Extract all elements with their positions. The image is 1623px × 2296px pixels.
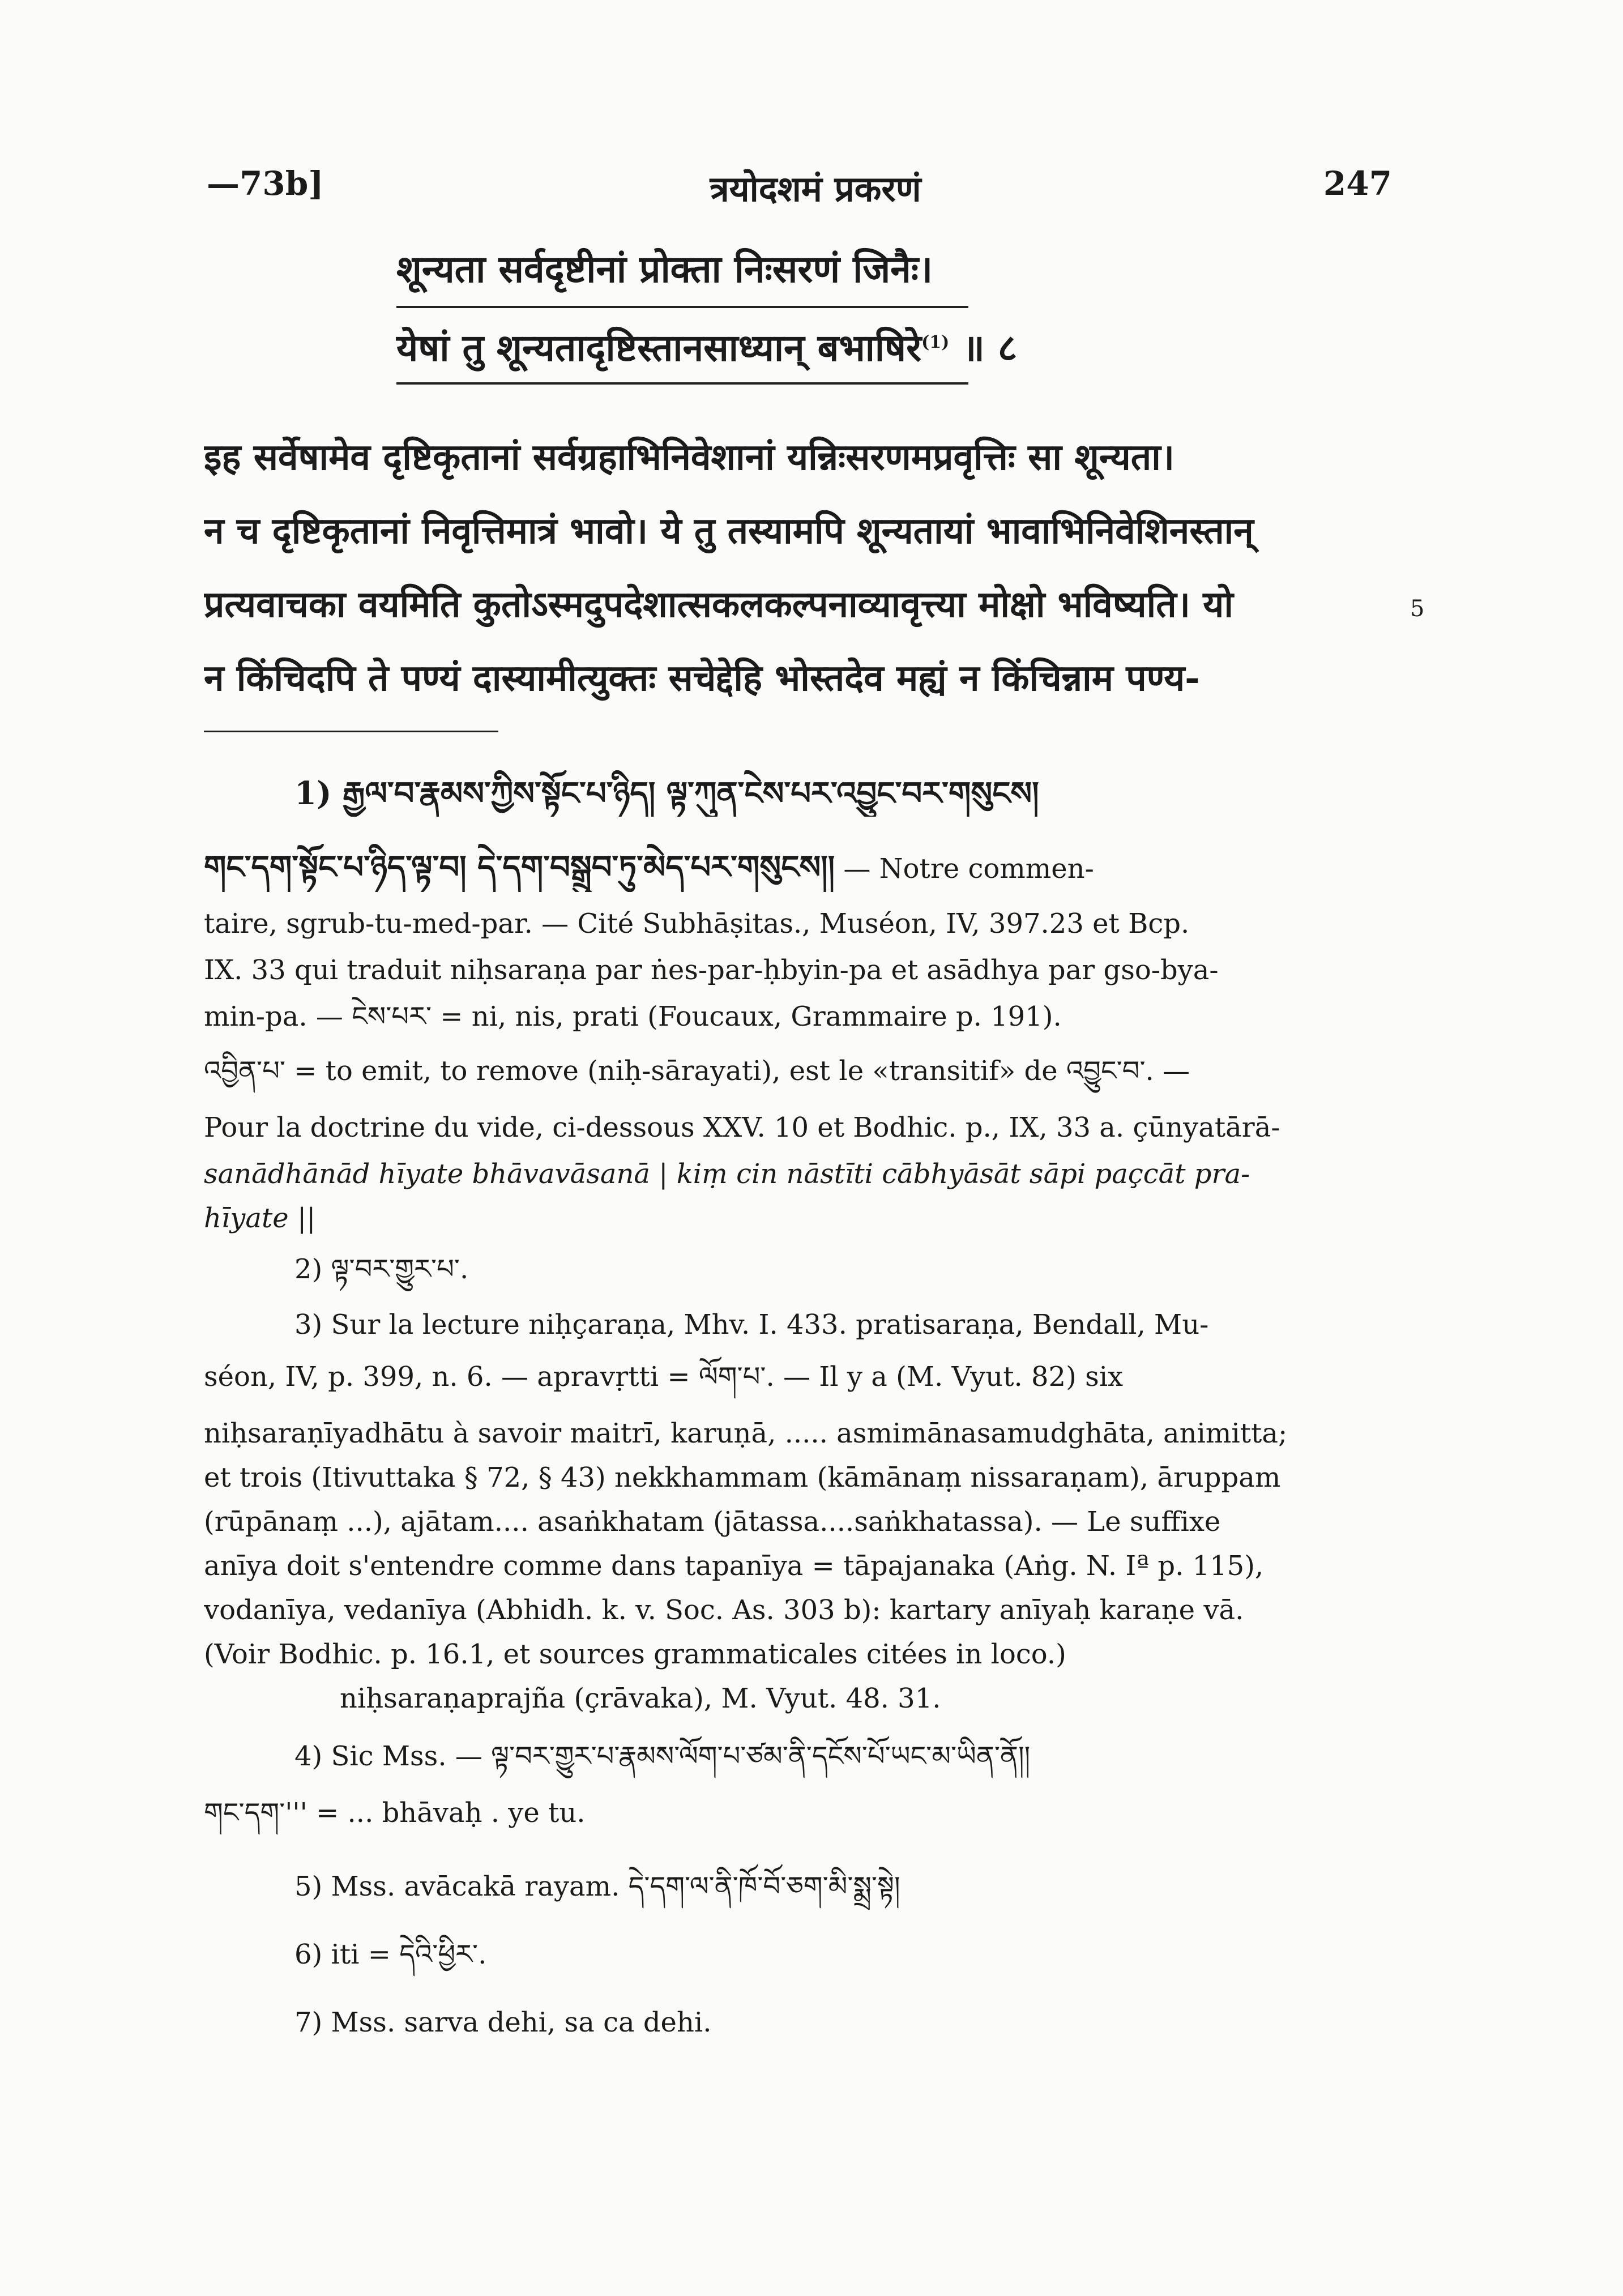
- footnote-5: 5) Mss. avācakā rayam. དེ་དག་ལ་ནི་ཁོ་བོ་ཅག་མི་སྨྲ་སྟེ།: [294, 1871, 900, 1902]
- margin-line-number: 5: [1410, 596, 1425, 622]
- verse-line-2: [396, 317, 1065, 373]
- footnote-separator: [204, 731, 498, 732]
- verse-line-2-text: येषां तु शून्यतादृष्टिस्तानसाध्यान् बभाषिरे: [396, 326, 922, 370]
- footnote-1-line-1: 1) རྒྱལ་བ་རྣམས་ཀྱིས་སྟོང་པ་ཉིད། ལྟ་ཀུན་ངེས་པར་འབྱུང་བར་གསུངས།: [294, 775, 1039, 812]
- footnote-4-line-2: གང་དག་''' = ... bhāvaḥ . ye tu.: [204, 1797, 586, 1829]
- footnote-3-line-5: (rūpānaṃ ...), ajātam.... asaṅkhatam (jātassa....saṅkhatassa). — Le suffixe: [204, 1506, 1221, 1538]
- running-header-left: —73b]: [207, 164, 324, 203]
- commentary-line-1: इह सर्वेषामेव दृष्टिकृतानां सर्वग्रहाभिनिवेशानां यन्निःसरणमप्रवृत्तिः सा शून्यता।: [204, 436, 1175, 479]
- footnote-1-note: — Notre commen-: [835, 853, 1094, 885]
- footnote-4-line-1: 4) Sic Mss. — ལྟ་བར་གྱུར་པ་རྣམས་ལོག་པ་ཙམ་ནི་དངོས་པོ་ཡང་མ་ཡིན་ནོ།།: [294, 1740, 1031, 1772]
- footnote-1-line-2: [204, 844, 1399, 892]
- verse-line-1: शून्यता सर्वदृष्टीनां प्रोक्ता निःसरणं जिनैः।: [396, 247, 933, 291]
- footnote-2: 2) ལྟ་བར་གྱུར་པ་.: [294, 1253, 469, 1285]
- verse-underline-2: [396, 382, 968, 385]
- footnote-6: 6) iti = དེའི་ཕྱིར་.: [294, 1939, 487, 1970]
- footnote-3-line-1: 3) Sur la lecture niḥçaraṇa, Mhv. I. 433. pratisaraṇa, Bendall, Mu-: [294, 1309, 1209, 1341]
- footnote-1-line-3: taire, sgrub-tu-med-par. — Cité Subhāṣitas., Muséon, IV, 397.23 et Bcp.: [204, 908, 1190, 940]
- commentary-line-3: प्रत्यवाचका वयमिति कुतोऽस्मदुपदेशात्सकलकल्पनाव्यावृत्त्या मोक्षो भविष्यति। यो: [204, 583, 1233, 626]
- footnote-1-line-8: sanādhānād hīyate bhāvavāsanā | kiṃ cin nāstīti cābhyāsāt sāpi paçcāt pra-: [204, 1158, 1250, 1190]
- footnote-3-line-2: séon, IV, p. 399, n. 6. — apravṛtti = ལོག་པ་. — Il y a (M. Vyut. 82) six: [204, 1361, 1124, 1393]
- footnote-3-line-4: et trois (Itivuttaka § 72, § 43) nekkhammam (kāmānaṃ nissaraṇam), āruppam: [204, 1462, 1281, 1493]
- footnote-1-line-6: འབྱིན་པ་ = to emit, to remove (niḥ-sārayati), est le «transitif» de འབྱུང་བ་. —: [204, 1055, 1190, 1087]
- verse-number: ॥ ८: [962, 326, 1018, 370]
- footnote-mark-1: (1): [921, 332, 950, 352]
- footnote-1-line-5: min-pa. — ངེས་པར་ = ni, nis, prati (Foucaux, Grammaire p. 191).: [204, 1001, 1062, 1032]
- footnote-1-line-9: hīyate ||: [204, 1202, 316, 1234]
- footnote-3-line-9: niḥsaraṇaprajña (çrāvaka), M. Vyut. 48. 31.: [340, 1683, 941, 1714]
- footnote-1-line-7: Pour la doctrine du vide, ci-dessous XXV. 10 et Bodhic. p., IX, 33 a. çūnyatārā-: [204, 1112, 1280, 1143]
- footnote-3-line-6: anīya doit s'entendre comme dans tapanīya = tāpajanaka (Aṅg. N. Iª p. 115),: [204, 1550, 1264, 1582]
- footnote-3-line-3: niḥsaraṇīyadhātu à savoir maitrī, karuṇā, ..... asmimānasamudghāta, animitta;: [204, 1418, 1288, 1449]
- commentary-line-2: न च दृष्टिकृतानां निवृत्तिमात्रं भावो। ये तु तस्यामपि शून्यतायां भावाभिनिवेशिनस्तान्: [204, 510, 1254, 552]
- footnote-3-line-8: (Voir Bodhic. p. 16.1, et sources grammaticales citées in loco.): [204, 1638, 1066, 1670]
- footnote-1-tibetan: གང་དག་སྟོང་པ་ཉིད་ལྟ་བ། དེ་དག་བསྒྲུབ་ཏུ་མེད་པར་གསུངས།།: [204, 848, 835, 886]
- footnote-3-line-7: vodanīya, vedanīya (Abhidh. k. v. Soc. As. 303 b): kartary anīyaḥ karaṇe vā.: [204, 1594, 1244, 1626]
- footnote-7: 7) Mss. sarva dehi, sa ca dehi.: [294, 2007, 712, 2038]
- verse-underline-1: [396, 306, 968, 308]
- commentary-line-4: न किंचिदपि ते पण्यं दास्यामीत्युक्तः सचेद्देहि भोस्तदेव मह्यं न किंचिन्नाम पण्य-: [204, 657, 1200, 699]
- running-header-title: त्रयोदशमं प्रकरणं: [710, 168, 921, 210]
- footnote-1-line-4: IX. 33 qui traduit niḥsaraṇa par ṅes-par-ḥbyin-pa et asādhya par gso-bya-: [204, 954, 1219, 986]
- page-number: 247: [1323, 164, 1392, 203]
